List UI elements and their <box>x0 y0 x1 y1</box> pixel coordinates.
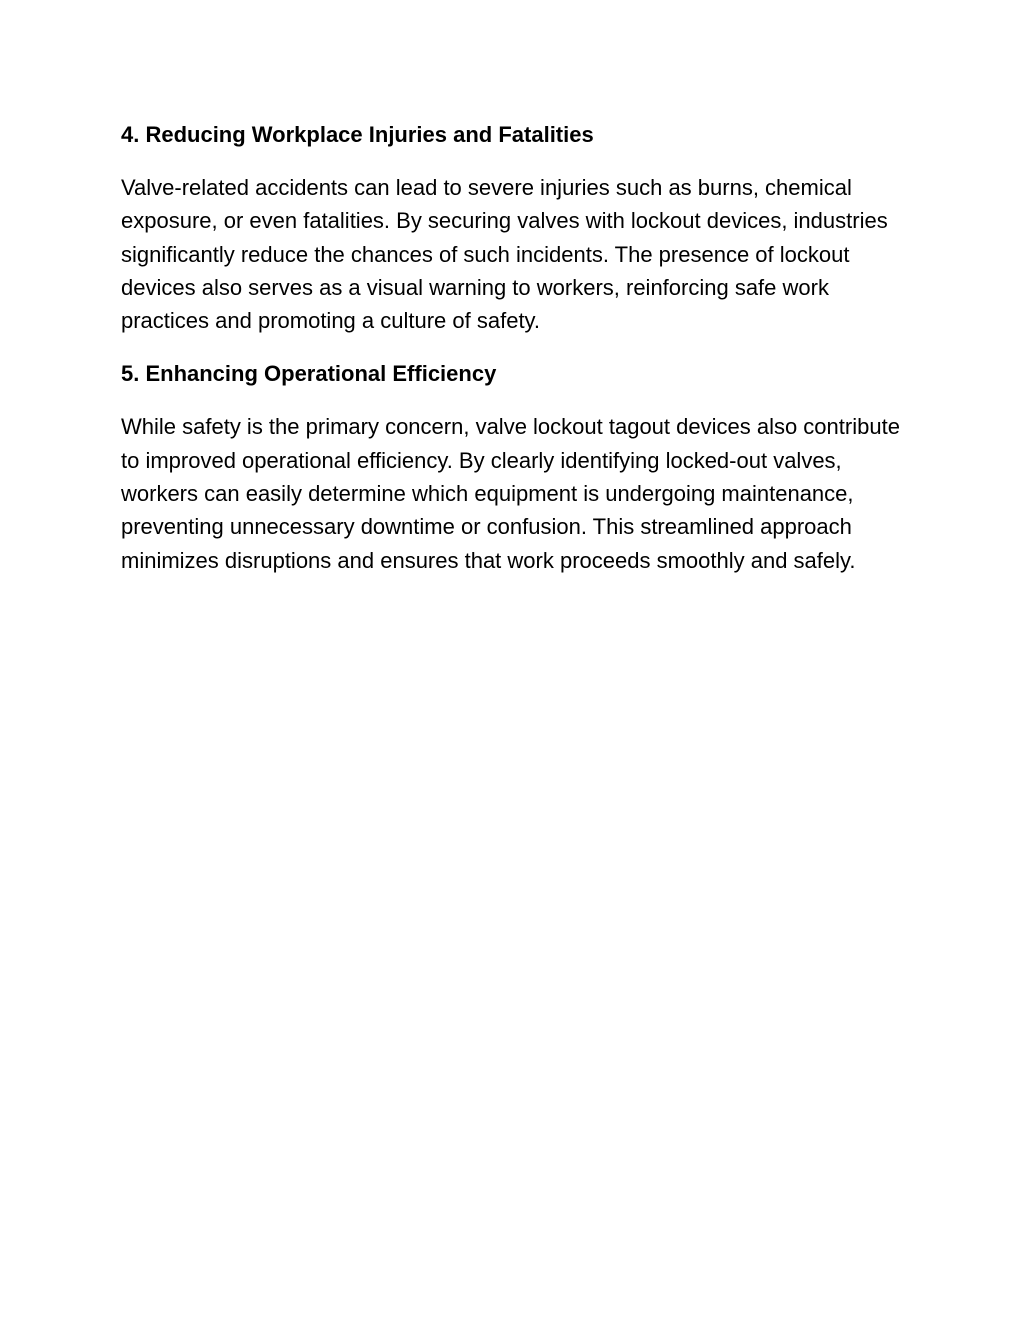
section-paragraph-workplace-injuries: Valve-related accidents can lead to severe injuries such as burns, chemical exposure, or even fatalities. By securing valves with lockout devices, industries significantly reduce the chances of such incidents. The presence of lockout devices also serves as a visual warning to workers, reinforcing safe work practices and promoting a culture of safety. <box>121 175 888 334</box>
section-paragraph-operational-efficiency: While safety is the primary concern, valve lockout tagout devices also contribute to improved operational efficiency. By clearly identifying locked-out valves, workers can easily determine which equipment is undergoing maintenance, preventing unnecessary downtime or confusion. This streamlined approach minimizes disruptions and ensures that work proceeds smoothly and safely. <box>121 414 900 573</box>
section-heading-operational-efficiency: 5. Enhancing Operational Efficiency <box>121 361 497 387</box>
document-page <box>121 118 911 577</box>
section-heading-workplace-injuries: 4. Reducing Workplace Injuries and Fatalities <box>121 122 594 147</box>
